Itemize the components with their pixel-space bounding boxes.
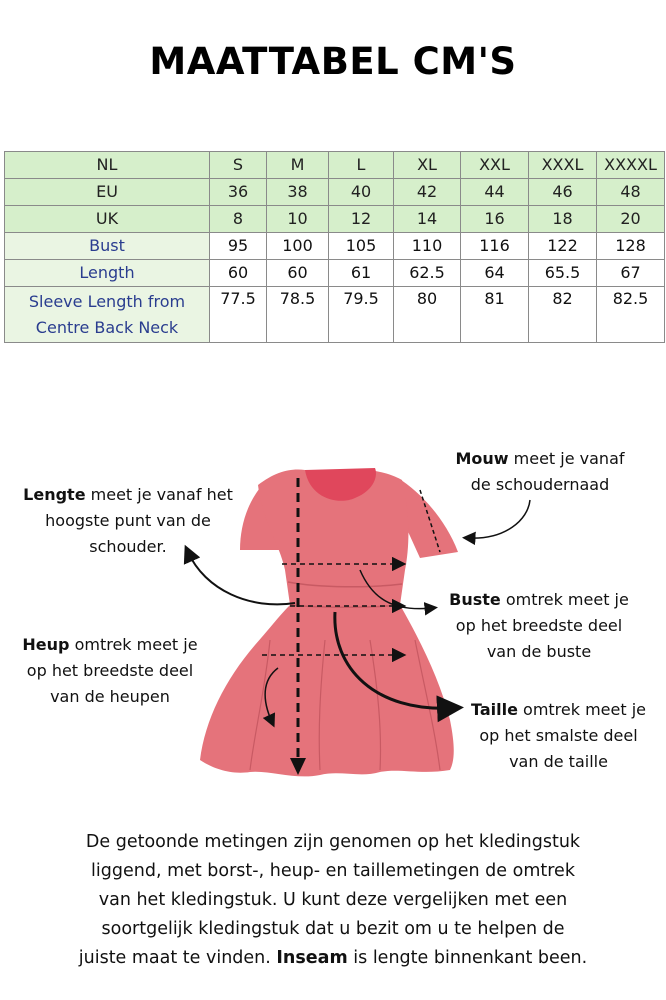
annotation-bold: Taille	[470, 700, 518, 719]
annotation-line: op het breedste deel	[26, 661, 194, 680]
table-cell: 77.5	[210, 287, 267, 343]
table-cell: 116	[461, 233, 529, 260]
table-cell: 128	[597, 233, 665, 260]
table-header-cell: XL	[394, 152, 461, 179]
table-cell: 100	[267, 233, 329, 260]
table-cell: 36	[210, 179, 267, 206]
annotation-text: omtrek meet je	[517, 700, 647, 719]
note-bold: Inseam	[276, 948, 348, 968]
table-cell: 82.5	[597, 287, 665, 343]
annotation-line: op het smalste deel	[479, 726, 638, 745]
table-cell: 82	[529, 287, 597, 343]
note-line: van het kledingstuk. U kunt deze vergelijken met een	[98, 890, 568, 910]
annotation-line	[430, 446, 650, 472]
row-label: Bust	[5, 233, 210, 260]
table-cell: 14	[394, 206, 461, 233]
table-header-cell: XXXXL	[597, 152, 665, 179]
table-cell: 60	[267, 260, 329, 287]
annotation-mouw	[430, 446, 650, 498]
row-label: Length	[5, 260, 210, 287]
page-title: MAATTABEL CM'S	[149, 40, 517, 83]
note-line: soortgelijk kledingstuk dat u bezit om u te helpen de	[101, 919, 565, 939]
annotation-bold: Mouw	[455, 449, 509, 468]
row-label: UK	[5, 206, 210, 233]
table-cell: 10	[267, 206, 329, 233]
table-header-cell: NL	[5, 152, 210, 179]
annotation-line: van de buste	[486, 642, 592, 661]
measurement-note	[20, 828, 646, 973]
annotation-lengte	[8, 482, 248, 560]
table-cell: 110	[394, 233, 461, 260]
table-cell: 18	[529, 206, 597, 233]
table-cell: 80	[394, 287, 461, 343]
table-cell: 79.5	[329, 287, 394, 343]
table-header-cell: L	[329, 152, 394, 179]
annotation-line	[456, 697, 661, 723]
table-cell: 8	[210, 206, 267, 233]
note-text: is lengte binnenkant been.	[347, 948, 588, 968]
table-cell: 48	[597, 179, 665, 206]
table-cell: 78.5	[267, 287, 329, 343]
table-cell: 42	[394, 179, 461, 206]
annotation-heup	[10, 632, 210, 710]
annotation-bold: Heup	[22, 635, 70, 654]
table-cell: 105	[329, 233, 394, 260]
annotation-text: meet je vanaf	[508, 449, 625, 468]
table-header-cell: XXXL	[529, 152, 597, 179]
annotation-line: schouder.	[89, 537, 167, 556]
table-cell: 65.5	[529, 260, 597, 287]
annotation-buste	[434, 587, 644, 665]
note-text: juiste maat te vinden.	[78, 948, 277, 968]
note-line: De getoonde metingen zijn genomen op het kledingstuk	[85, 832, 581, 852]
note-line	[20, 944, 646, 973]
annotation-line	[10, 632, 210, 658]
annotation-line	[434, 587, 644, 613]
table-cell: 46	[529, 179, 597, 206]
annotation-line: hoogste punt van de	[45, 511, 211, 530]
annotation-bold: Lengte	[23, 485, 86, 504]
table-cell: 16	[461, 206, 529, 233]
note-line: liggend, met borst-, heup- en taillemetingen de omtrek	[91, 861, 575, 881]
annotation-line: van de taille	[509, 752, 608, 771]
table-header-cell: S	[210, 152, 267, 179]
annotation-line: de schoudernaad	[470, 475, 610, 494]
row-label-line: Centre Back Neck	[35, 317, 179, 337]
table-cell: 62.5	[394, 260, 461, 287]
table-cell: 44	[461, 179, 529, 206]
table-header-cell: M	[267, 152, 329, 179]
table-cell: 95	[210, 233, 267, 260]
table-cell: 64	[461, 260, 529, 287]
table-cell: 40	[329, 179, 394, 206]
annotation-text: meet je vanaf het	[85, 485, 233, 504]
row-label-line: Sleeve Length from	[28, 291, 186, 311]
annotation-taille	[456, 697, 661, 775]
annotation-text: omtrek meet je	[500, 590, 629, 609]
table-cell: 12	[329, 206, 394, 233]
annotation-line: op het breedste deel	[455, 616, 623, 635]
table-cell: 60	[210, 260, 267, 287]
annotation-line	[8, 482, 248, 508]
table-header-cell: XXL	[461, 152, 529, 179]
table-cell: 122	[529, 233, 597, 260]
table-cell: 61	[329, 260, 394, 287]
annotation-text: omtrek meet je	[69, 635, 198, 654]
table-cell: 81	[461, 287, 529, 343]
row-label: EU	[5, 179, 210, 206]
annotation-bold: Buste	[449, 590, 501, 609]
table-cell: 67	[597, 260, 665, 287]
table-cell: 38	[267, 179, 329, 206]
table-cell: 20	[597, 206, 665, 233]
annotation-line: van de heupen	[50, 687, 170, 706]
